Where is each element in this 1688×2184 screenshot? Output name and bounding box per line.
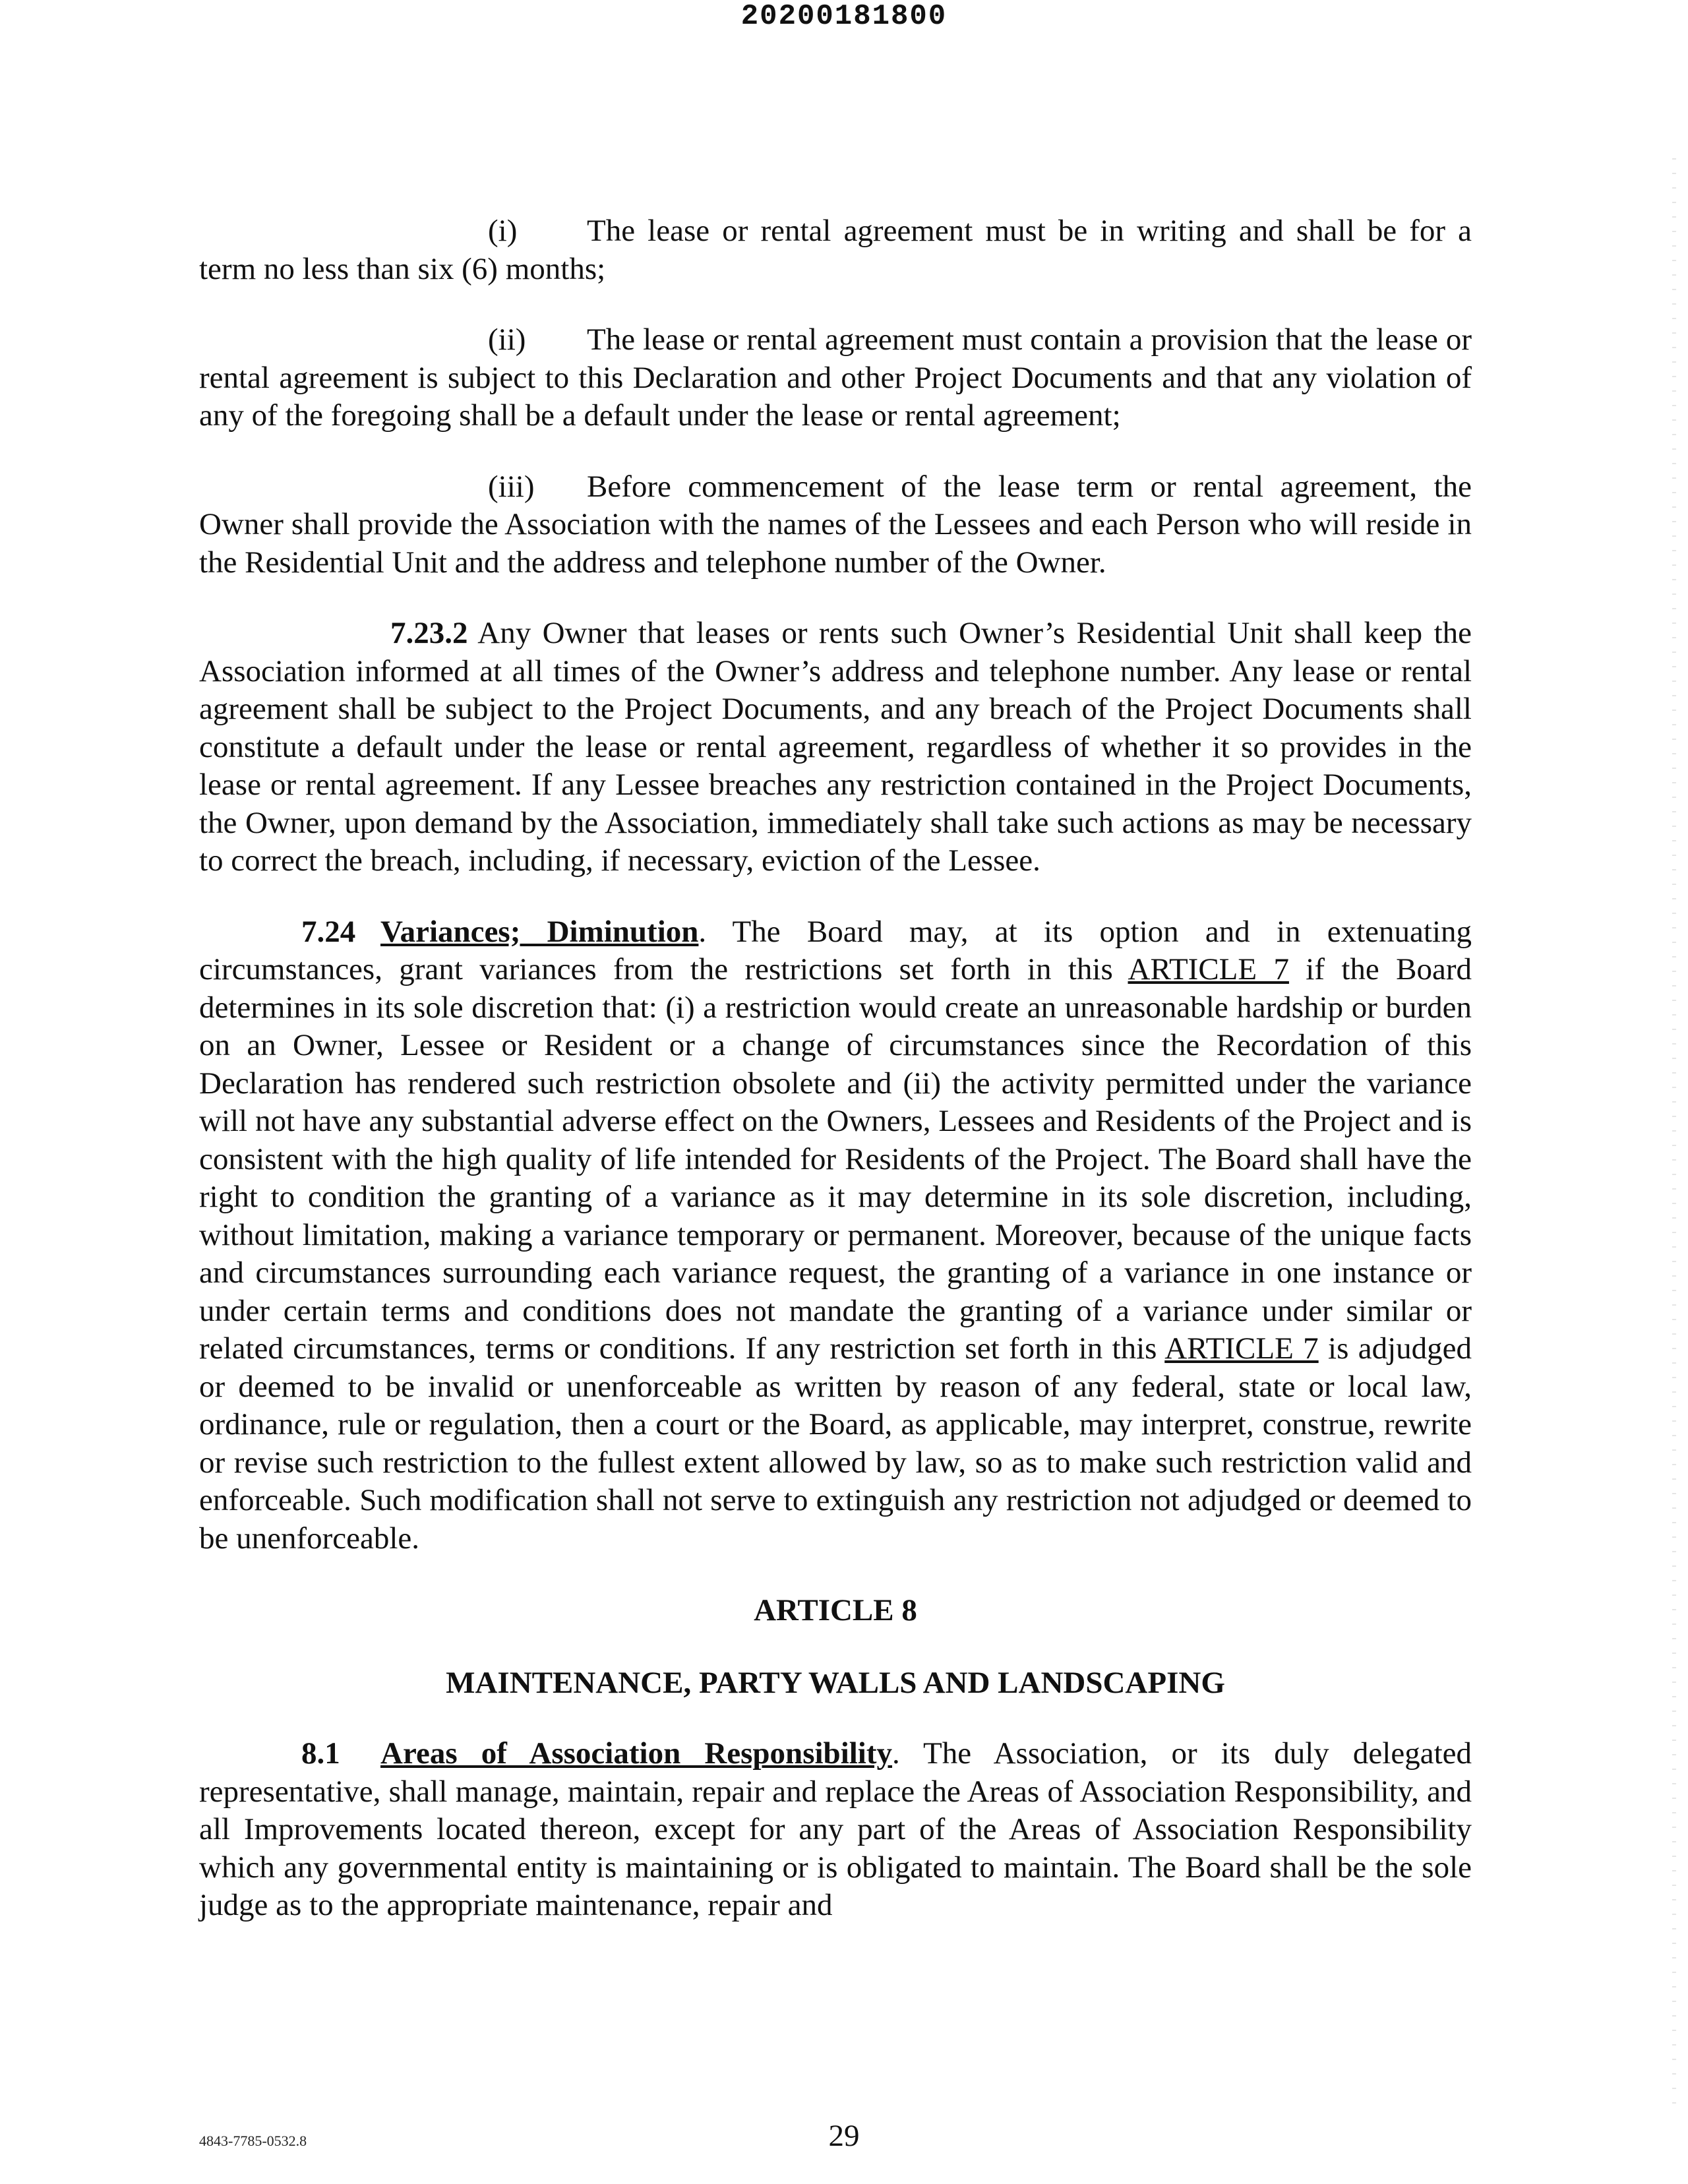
section-7-24 — [199, 913, 1472, 1558]
list-item-iii — [199, 468, 1472, 582]
section-title: Variances; Diminution — [380, 914, 699, 949]
article-7-link[interactable]: ARTICLE 7 — [1164, 1331, 1319, 1366]
article-7-link[interactable]: ARTICLE 7 — [1128, 952, 1289, 986]
list-item-text: The lease or rental agreement must be in writing and shall be for a term no less than six (6) months; — [199, 214, 1472, 286]
document-body — [199, 212, 1472, 1925]
recording-number: 20200181800 — [740, 0, 948, 33]
article-subheading: MAINTENANCE, PARTY WALLS AND LANDSCAPING — [446, 1665, 1225, 1700]
section-7-23-2 — [199, 615, 1472, 880]
section-number: 7.24 — [301, 914, 356, 949]
section-number: 8.1 — [301, 1736, 340, 1771]
document-id: 4843-7785-0532.8 — [199, 2133, 307, 2149]
list-item-i — [199, 212, 1472, 288]
section-number: 7.23.2 — [390, 616, 468, 650]
scan-edge-specks — [1672, 158, 1676, 2104]
list-item-text: Before commencement of the lease term or rental agreement, the Owner shall provide the Association with the names of the Lessees and each Person who will reside in the Residential Unit and the address and telephone number of the Owner. — [199, 469, 1472, 580]
section-text: is adjudged or deemed to be invalid or unenforceable as written by reason of any federal, state or local law, ordinance, rule or regulation, then a court or the Board, as applicable, may interpret, construe, rewrite or revise such restriction to the fullest extent allowed by law, so as to make such restriction valid and enforceable. Such modification shall not serve to extinguish any restriction not adjudged or deemed to be unenforceable. — [199, 1331, 1472, 1556]
list-item-ii — [199, 321, 1472, 435]
section-text: if the Board determines in its sole discretion that: (i) a restriction would create an unreasonable hardship or burden on an Owner, Lessee or Resident or a change of circumstances since the Recordation of this Declaration has rendered such restriction obsolete and (ii) the activity permitted under the variance will not have any substantial adverse effect on the Owners, Lessees and Residents of the Project and is consistent with the high quality of life intended for Residents of the Project. The Board shall have the right to condition the granting of a variance as it may determine in its sole discretion, including, without limitation, making a variance temporary or permanent. Moreover, because of the unique facts and circumstances surrounding each variance request, the granting of a variance in one instance or under certain terms and conditions does not mandate the granting of a variance under similar or related circumstances, terms or conditions. If any restriction set forth in this — [199, 952, 1472, 1366]
section-8-1 — [199, 1735, 1472, 1925]
section-title: Areas of Association Responsibility — [380, 1736, 893, 1771]
section-text: . The Association, or its duly delegated representative, shall manage, maintain, repair and replace the Areas of Association Responsibility, and all Improvements located thereon, except for any part of the Areas of Association Responsibility which any governmental entity is maintaining or is obligated to maintain. The Board shall be the sole judge as to the appropriate maintenance, repair and — [199, 1736, 1472, 1922]
list-item-label: (i) — [488, 214, 518, 248]
section-text: . The Board may, at its option and in extenuating circumstances, grant variances from the restrictions set forth in this — [199, 914, 1472, 986]
article-heading: ARTICLE 8 — [754, 1593, 917, 1627]
list-item-text: The lease or rental agreement must contain a provision that the lease or rental agreement is subject to this Declaration and other Project Documents and that any violation of any of the foregoing shall be a default under the lease or rental agreement; — [199, 322, 1472, 433]
list-item-label: (ii) — [488, 322, 526, 357]
list-item-label: (iii) — [488, 469, 535, 504]
section-text: Any Owner that leases or rents such Owner’s Residential Unit shall keep the Association informed at all times of the Owner’s address and telephone number. Any lease or rental agreement shall be subject to the Project Documents, and any breach of the Project Documents shall constitute a default under the lease or rental agreement, regardless of whether it so provides in the lease or rental agreement. If any Lessee breaches any restriction contained in the Project Documents, the Owner, upon demand by the Association, immediately shall take such actions as may be necessary to correct the breach, including, if necessary, eviction of the Lessee. — [199, 616, 1472, 878]
page-number: 29 — [828, 2119, 860, 2153]
